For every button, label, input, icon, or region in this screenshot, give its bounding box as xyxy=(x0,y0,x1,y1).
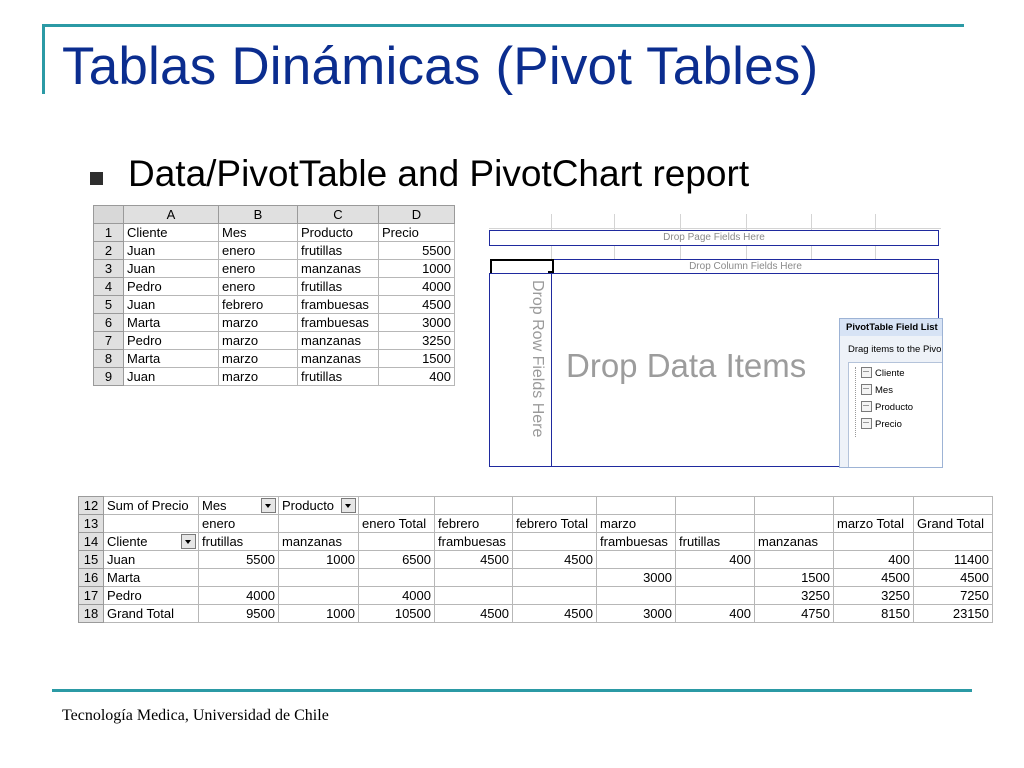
cell[interactable] xyxy=(597,587,676,605)
cell[interactable]: 1000 xyxy=(279,551,359,569)
cell[interactable] xyxy=(597,551,676,569)
cell[interactable]: frutillas xyxy=(298,278,379,296)
slide-title: Tablas Dinámicas (Pivot Tables) xyxy=(62,37,819,96)
row-header[interactable]: 3 xyxy=(94,260,124,278)
cell[interactable]: Juan xyxy=(124,242,219,260)
row-header[interactable]: 17 xyxy=(79,587,104,605)
cell[interactable]: 7250 xyxy=(914,587,993,605)
row-header[interactable]: 8 xyxy=(94,350,124,368)
table-row xyxy=(94,296,455,314)
cell[interactable] xyxy=(676,515,755,533)
cell[interactable]: 4500 xyxy=(513,551,597,569)
cell[interactable] xyxy=(597,497,676,515)
row-header[interactable]: 15 xyxy=(79,551,104,569)
table-row xyxy=(94,242,455,260)
cell[interactable]: 3000 xyxy=(379,314,455,332)
cell[interactable]: manzanas xyxy=(298,332,379,350)
cell[interactable] xyxy=(676,569,755,587)
cell[interactable]: Precio xyxy=(379,224,455,242)
cell[interactable] xyxy=(676,587,755,605)
cell[interactable] xyxy=(359,533,435,551)
cell[interactable]: Juan xyxy=(124,296,219,314)
month-header[interactable]: febrero xyxy=(435,515,513,533)
cell[interactable]: 6500 xyxy=(359,551,435,569)
cell[interactable]: febrero xyxy=(219,296,298,314)
row-label[interactable]: Pedro xyxy=(104,587,199,605)
cell[interactable]: 3250 xyxy=(755,587,834,605)
table-row xyxy=(79,587,993,605)
cell[interactable]: 1000 xyxy=(379,260,455,278)
bullet-marker xyxy=(90,172,103,185)
column-field-mes[interactable]: Mes xyxy=(199,497,279,515)
grand-total-header[interactable]: Grand Total xyxy=(914,515,993,533)
cell[interactable]: 400 xyxy=(834,551,914,569)
cell[interactable]: enero xyxy=(219,278,298,296)
checkbox-icon[interactable] xyxy=(861,401,872,412)
cell[interactable] xyxy=(359,497,435,515)
cell[interactable] xyxy=(676,497,755,515)
cell[interactable] xyxy=(435,587,513,605)
cell[interactable]: Cliente xyxy=(124,224,219,242)
row-header[interactable]: 7 xyxy=(94,332,124,350)
cell[interactable] xyxy=(435,569,513,587)
cell[interactable]: 3250 xyxy=(834,587,914,605)
footer-accent-line xyxy=(52,689,972,692)
cell[interactable]: Pedro xyxy=(124,278,219,296)
cell[interactable] xyxy=(279,515,359,533)
cell[interactable]: Pedro xyxy=(124,332,219,350)
cell[interactable]: 3000 xyxy=(597,569,676,587)
title-accent-line xyxy=(42,24,964,27)
cell[interactable]: 3000 xyxy=(597,605,676,623)
cell[interactable]: manzanas xyxy=(298,350,379,368)
cell[interactable]: 400 xyxy=(676,605,755,623)
drop-row-fields-label: Drop Row Fields Here xyxy=(529,280,546,438)
source-data-sheet xyxy=(93,205,455,386)
cell[interactable]: 10500 xyxy=(359,605,435,623)
cell[interactable] xyxy=(279,587,359,605)
cell[interactable] xyxy=(834,533,914,551)
cell[interactable]: 1000 xyxy=(279,605,359,623)
table-row xyxy=(94,350,455,368)
row-header[interactable]: 16 xyxy=(79,569,104,587)
row-header[interactable]: 9 xyxy=(94,368,124,386)
drop-column-fields-zone[interactable]: Drop Column Fields Here xyxy=(552,259,939,275)
row-header[interactable]: 1 xyxy=(94,224,124,242)
cell[interactable]: 9500 xyxy=(199,605,279,623)
product-header[interactable]: frutillas xyxy=(676,533,755,551)
cell[interactable]: enero xyxy=(219,260,298,278)
month-total-header[interactable]: febrero Total xyxy=(513,515,597,533)
month-total-header[interactable]: enero Total xyxy=(359,515,435,533)
field-item-mes[interactable]: Mes xyxy=(861,385,893,396)
dropdown-arrow-icon[interactable] xyxy=(261,498,276,513)
table-row xyxy=(94,260,455,278)
cell[interactable] xyxy=(914,533,993,551)
checkbox-icon[interactable] xyxy=(861,384,872,395)
row-header[interactable]: 13 xyxy=(79,515,104,533)
tree-connector xyxy=(855,367,857,437)
cell[interactable]: frambuesas xyxy=(298,314,379,332)
row-field-cliente[interactable]: Cliente xyxy=(104,533,199,551)
data-field-label[interactable]: Sum of Precio xyxy=(104,497,199,515)
drop-page-fields-zone[interactable]: Drop Page Fields Here xyxy=(489,230,939,246)
cell[interactable]: Juan xyxy=(124,368,219,386)
row-header[interactable]: 12 xyxy=(79,497,104,515)
pivot-field-list-panel xyxy=(839,318,943,468)
product-header[interactable]: frambuesas xyxy=(435,533,513,551)
field-list-box xyxy=(848,362,943,468)
table-row xyxy=(79,569,993,587)
table-row xyxy=(79,533,993,551)
row-header[interactable]: 2 xyxy=(94,242,124,260)
month-header[interactable]: marzo xyxy=(597,515,676,533)
cell[interactable] xyxy=(755,515,834,533)
cell[interactable] xyxy=(513,497,597,515)
cell[interactable]: Producto xyxy=(298,224,379,242)
table-row xyxy=(79,515,993,533)
checkbox-icon[interactable] xyxy=(861,418,872,429)
cell[interactable]: marzo xyxy=(219,350,298,368)
cell[interactable]: 4500 xyxy=(914,569,993,587)
field-list-title: PivotTable Field List xyxy=(840,319,943,336)
title-accent-bracket xyxy=(42,24,45,94)
col-header-a[interactable]: A xyxy=(124,206,219,224)
cell[interactable] xyxy=(199,569,279,587)
cell[interactable] xyxy=(435,497,513,515)
cell[interactable]: 5500 xyxy=(379,242,455,260)
row-header[interactable]: 4 xyxy=(94,278,124,296)
cell[interactable]: 4500 xyxy=(834,569,914,587)
table-row xyxy=(94,224,455,242)
table-row xyxy=(94,368,455,386)
cell[interactable] xyxy=(104,515,199,533)
product-header[interactable]: manzanas xyxy=(755,533,834,551)
cell[interactable] xyxy=(359,569,435,587)
cell[interactable]: Mes xyxy=(219,224,298,242)
row-label[interactable]: Juan xyxy=(104,551,199,569)
cell[interactable]: 400 xyxy=(379,368,455,386)
cell[interactable]: 4000 xyxy=(379,278,455,296)
row-header[interactable]: 18 xyxy=(79,605,104,623)
cell[interactable]: Juan xyxy=(124,260,219,278)
row-header[interactable]: 5 xyxy=(94,296,124,314)
cell[interactable]: Marta xyxy=(124,350,219,368)
row-label[interactable]: Marta xyxy=(104,569,199,587)
cell[interactable]: 11400 xyxy=(914,551,993,569)
cell[interactable]: manzanas xyxy=(298,260,379,278)
product-header[interactable]: manzanas xyxy=(279,533,359,551)
pivot-table-result xyxy=(78,496,993,623)
dropdown-arrow-icon[interactable] xyxy=(181,534,196,549)
table-row xyxy=(79,551,993,569)
month-total-header[interactable]: marzo Total xyxy=(834,515,914,533)
cell[interactable] xyxy=(513,587,597,605)
cell[interactable]: 4000 xyxy=(359,587,435,605)
cell[interactable]: 5500 xyxy=(199,551,279,569)
field-item-cliente[interactable]: Cliente xyxy=(861,368,905,379)
cell[interactable]: frutillas xyxy=(298,368,379,386)
table-row xyxy=(94,278,455,296)
field-list-hint: Drag items to the Pivo xyxy=(848,344,942,355)
column-field-producto[interactable]: Producto xyxy=(279,497,359,515)
cell[interactable] xyxy=(279,569,359,587)
cell[interactable]: 8150 xyxy=(834,605,914,623)
drop-data-items-label: Drop Data Items xyxy=(566,347,807,384)
cell[interactable] xyxy=(914,497,993,515)
cell[interactable]: marzo xyxy=(219,314,298,332)
cell[interactable]: Marta xyxy=(124,314,219,332)
cell[interactable]: 3250 xyxy=(379,332,455,350)
cell[interactable]: 4500 xyxy=(435,605,513,623)
row-label[interactable]: Grand Total xyxy=(104,605,199,623)
bullet-text: Data/PivotTable and PivotChart report xyxy=(128,153,750,194)
cell[interactable] xyxy=(834,497,914,515)
col-header-d[interactable]: D xyxy=(379,206,455,224)
cell[interactable] xyxy=(755,497,834,515)
table-row xyxy=(94,332,455,350)
cell[interactable]: 4000 xyxy=(199,587,279,605)
table-row xyxy=(79,497,993,515)
cell[interactable]: frutillas xyxy=(298,242,379,260)
cell[interactable]: 4500 xyxy=(435,551,513,569)
col-header-b[interactable]: B xyxy=(219,206,298,224)
cell[interactable]: marzo xyxy=(219,368,298,386)
checkbox-icon[interactable] xyxy=(861,367,872,378)
field-item-producto[interactable]: Producto xyxy=(861,402,913,413)
field-item-precio[interactable]: Precio xyxy=(861,419,902,430)
cell[interactable]: 1500 xyxy=(379,350,455,368)
cell[interactable]: enero xyxy=(219,242,298,260)
row-header[interactable]: 14 xyxy=(79,533,104,551)
month-header[interactable]: enero xyxy=(199,515,279,533)
footer-text: Tecnología Medica, Universidad de Chile xyxy=(62,707,329,724)
cell[interactable]: 4500 xyxy=(513,605,597,623)
cell[interactable]: 4500 xyxy=(379,296,455,314)
sheet-corner[interactable] xyxy=(94,206,124,224)
cell[interactable] xyxy=(513,569,597,587)
table-row xyxy=(79,605,993,623)
col-header-c[interactable]: C xyxy=(298,206,379,224)
cell[interactable]: 23150 xyxy=(914,605,993,623)
table-row xyxy=(94,314,455,332)
column-header-row xyxy=(94,206,455,224)
cell[interactable]: 400 xyxy=(676,551,755,569)
cell[interactable] xyxy=(755,551,834,569)
cell[interactable] xyxy=(513,533,597,551)
cell[interactable]: 4750 xyxy=(755,605,834,623)
cell[interactable]: marzo xyxy=(219,332,298,350)
cell[interactable]: 1500 xyxy=(755,569,834,587)
cell[interactable]: frambuesas xyxy=(298,296,379,314)
product-header[interactable]: frambuesas xyxy=(597,533,676,551)
dropdown-arrow-icon[interactable] xyxy=(341,498,356,513)
row-header[interactable]: 6 xyxy=(94,314,124,332)
product-header[interactable]: frutillas xyxy=(199,533,279,551)
